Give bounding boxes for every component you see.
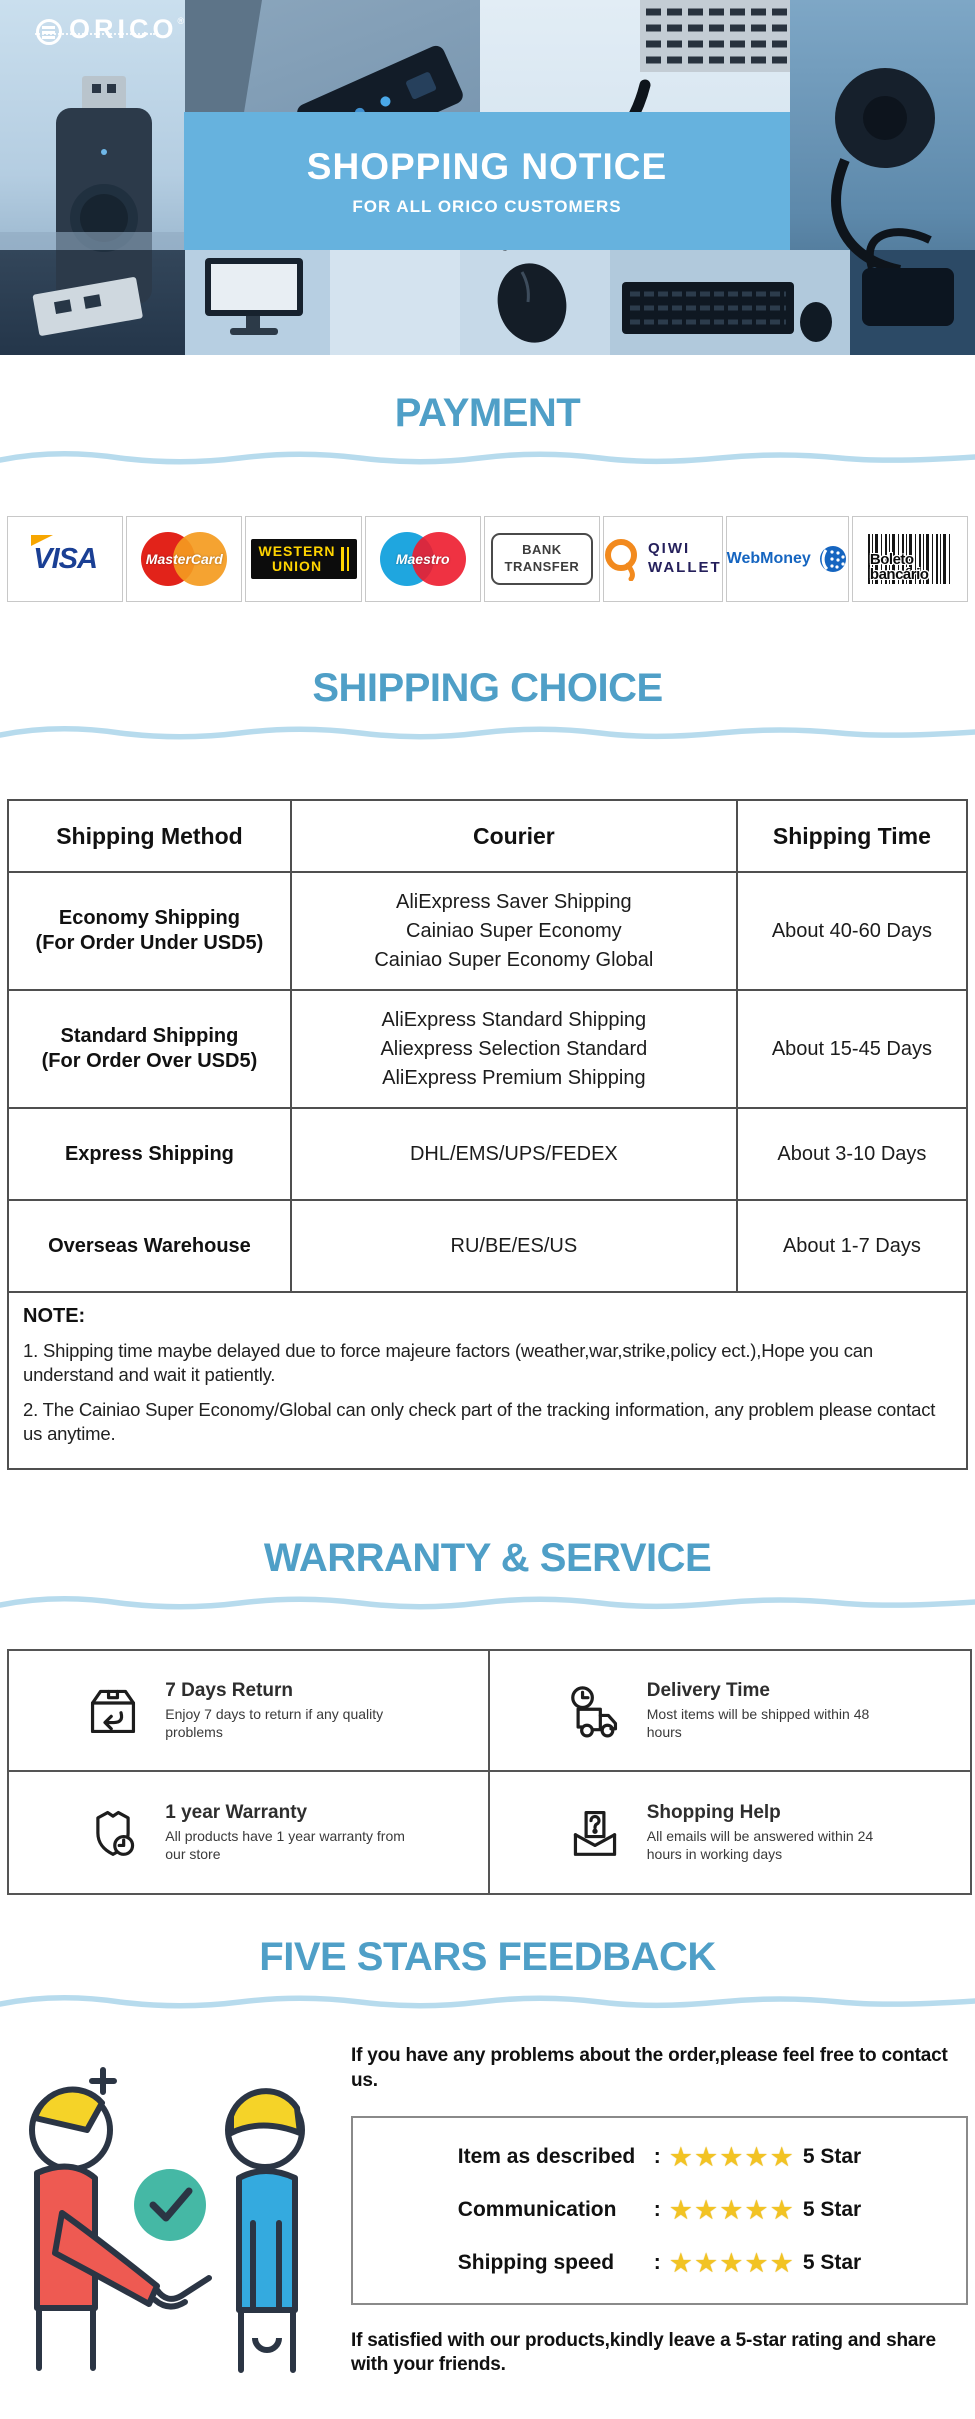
shipping-note-box (7, 1291, 968, 1470)
rating-value: 5 Star (802, 2145, 862, 2169)
hero-subtitle: FOR ALL ORICO CUSTOMERS (352, 196, 622, 216)
qiwi-logo-icon: QIWI WALLET (604, 537, 722, 581)
warranty-section (0, 1536, 975, 1895)
payment-western-union (245, 516, 361, 602)
rating-box (351, 2116, 968, 2305)
orico-logo (36, 16, 184, 45)
warranty-cell-desc: Enjoy 7 days to return if any quality problems (165, 1706, 384, 1741)
rating-label: Communication (457, 2198, 617, 2222)
payment-bank-transfer (484, 516, 600, 602)
visa-logo-icon: VISA (33, 543, 97, 576)
five-stars-icon: ★★★★★ (668, 2194, 795, 2225)
col-shipping-method: Shipping Method (8, 800, 291, 872)
feedback-title: FIVE STARS FEEDBACK (259, 1935, 716, 1980)
delivery-truck-icon (563, 1679, 627, 1743)
feedback-text-column (351, 2030, 968, 2393)
warranty-cell-title: 1 year Warranty (165, 1802, 308, 1823)
warranty-cell-title: 7 Days Return (165, 1680, 294, 1701)
webmoney-logo-icon: WebMoney (727, 544, 848, 574)
shipping-table (7, 799, 968, 1293)
return-box-icon (81, 1679, 145, 1743)
note-item-1: 1. Shipping time maybe delayed due to force majeure factors (weather,war,strike,policy ect.),Hope you can understand and wait it patiently. (23, 1340, 873, 1386)
shipping-title: SHIPPING CHOICE (312, 666, 663, 710)
handshake-illustration (7, 2030, 337, 2393)
col-courier: Courier (291, 800, 737, 872)
orico-logo-tagline (35, 33, 155, 35)
rating-value: 5 Star (802, 2251, 862, 2275)
payment-webmoney (726, 516, 849, 602)
rating-row-communication: Communication : ★★★★★ 5 Star (457, 2194, 862, 2225)
western-union-logo-icon: WESTERN UNION (251, 539, 357, 578)
warranty-cell-desc: All emails will be answered within 24 hours in working days (646, 1828, 874, 1863)
registered-mark: ® (177, 16, 185, 26)
feedback-outro: If satisfied with our products,kindly leave a 5-star rating and share with your friends. (351, 2329, 936, 2376)
five-stars-icon: ★★★★★ (668, 2141, 795, 2172)
payment-boleto (852, 516, 968, 602)
warranty-cell-delivery (490, 1651, 971, 1772)
orico-logo-text: ORICO (69, 14, 178, 44)
table-row-standard: Standard Shipping (For Order Over USD5) AliExpress Standard Shipping Aliexpress Selection Standard AliExpress Premium Shipping About 15-45 Days (8, 990, 967, 1108)
maestro-logo-icon: Maestro (380, 532, 466, 586)
payment-methods-row (7, 516, 968, 602)
payment-qiwi (603, 516, 723, 602)
table-row-overseas: Overseas Warehouse RU/BE/ES/US About 1-7 Days (8, 1200, 967, 1292)
rating-row-shipping-speed: Shipping speed : ★★★★★ 5 Star (457, 2247, 862, 2278)
rating-value: 5 Star (802, 2198, 862, 2222)
warranty-cell-title: Shopping Help (646, 1802, 781, 1823)
wave-divider (0, 1593, 975, 1611)
warranty-grid (7, 1649, 972, 1895)
feedback-section (0, 1935, 975, 2393)
five-stars-icon: ★★★★★ (668, 2247, 795, 2278)
note-label: NOTE: (23, 1305, 86, 1327)
shipping-section (0, 666, 975, 1470)
feedback-content (7, 2030, 968, 2393)
payment-visa (7, 516, 123, 602)
payment-title: PAYMENT (394, 391, 581, 435)
visa-flag-icon (31, 535, 53, 546)
rating-label: Item as described (457, 2145, 636, 2169)
warranty-cell-return (9, 1651, 490, 1772)
table-row-express: Express Shipping DHL/EMS/UPS/FEDEX About 3-10 Days (8, 1108, 967, 1200)
shopping-notice-band (184, 112, 790, 250)
qiwi-q-icon (604, 537, 640, 581)
hero-banner (0, 0, 975, 355)
bank-transfer-logo-icon: BANK TRANSFER (491, 533, 594, 585)
rating-label: Shipping speed (457, 2251, 615, 2275)
warranty-cell-desc: All products have 1 year warranty from our store (165, 1828, 405, 1863)
col-shipping-time: Shipping Time (737, 800, 967, 872)
wave-divider (0, 1992, 975, 2010)
rating-row-item-as-described: Item as described : ★★★★★ 5 Star (457, 2141, 862, 2172)
orico-logo-icon (36, 19, 62, 45)
warranty-cell-help (490, 1772, 971, 1893)
shield-clock-icon (81, 1801, 145, 1865)
handshake-illustration-svg (7, 2038, 337, 2388)
mail-question-icon (563, 1801, 627, 1865)
payment-section (0, 391, 975, 602)
shipping-table-header-row (8, 800, 967, 872)
mastercard-logo-icon: MasterCard (141, 532, 227, 586)
payment-mastercard (126, 516, 242, 602)
table-row-economy: Economy Shipping (For Order Under USD5) AliExpress Saver Shipping Cainiao Super Economy Cainiao Super Economy Global About 40-60 Days (8, 872, 967, 990)
warranty-cell-desc: Most items will be shipped within 48 hours (646, 1706, 870, 1741)
wave-divider (0, 448, 975, 466)
webmoney-globe-icon (818, 544, 848, 574)
feedback-intro: If you have any problems about the order,please feel free to contact us. (351, 2045, 948, 2091)
warranty-title: WARRANTY & SERVICE (263, 1536, 712, 1581)
hero-title: SHOPPING NOTICE (306, 145, 668, 187)
note-item-2: 2. The Cainiao Super Economy/Global can only check part of the tracking information, any problem please contact us anytime. (23, 1399, 936, 1445)
warranty-cell-warranty (9, 1772, 490, 1893)
warranty-cell-title: Delivery Time (646, 1680, 770, 1701)
wave-divider (0, 723, 975, 741)
payment-maestro (365, 516, 481, 602)
boleto-barcode-icon: Boleto bancário (868, 534, 952, 584)
